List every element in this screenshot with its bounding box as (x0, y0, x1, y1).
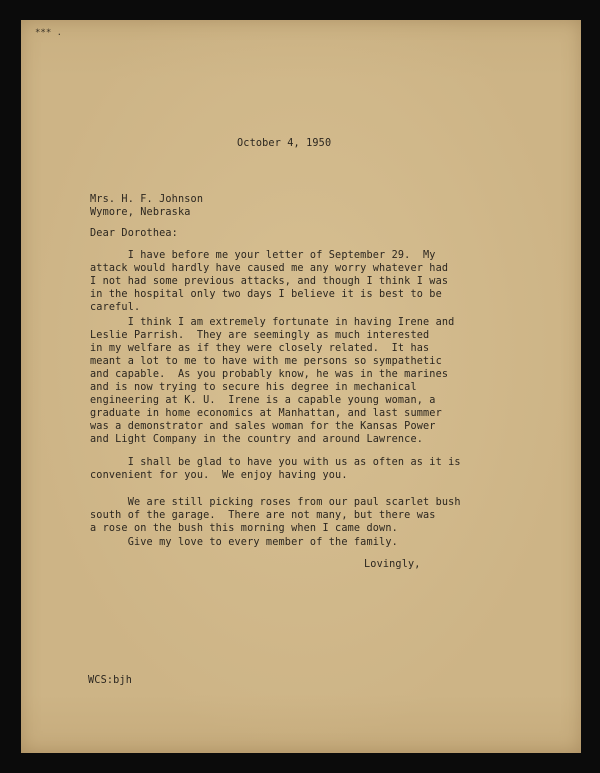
paragraph-2: I think I am extremely fortunate in having Irene and Leslie Parrish. They are seemingly as much interested in my welfare as if they were closely related. It has meant a lot to me to have with me persons so sympathetic and capable. As you probably know, he was in the marines and is now trying to secure his degree in mechanical engineering at K. U. Irene is a capable young woman, a graduate in home economics at Manhattan, and last summer was a demonstrator and sales woman for the Kansas Power and Light Company in the country and around Lawrence. (90, 317, 455, 445)
closing: Lovingly, (364, 559, 421, 570)
paragraph-5: Give my love to every member of the family. (90, 537, 398, 548)
recipient-location: Wymore, Nebraska (90, 207, 191, 218)
paragraph-4: We are still picking roses from our paul scarlet bush south of the garage. There are not many, but there was a rose on the bush this morning when I came down. (90, 497, 461, 534)
recipient-name: Mrs. H. F. Johnson (90, 194, 204, 205)
salutation: Dear Dorothea: (90, 228, 178, 239)
letter-page (21, 20, 581, 753)
letter-date: October 4, 1950 (237, 138, 332, 149)
paragraph-1: I have before me your letter of September 29. My attack would hardly have caused me any worry whatever had I not had some previous attacks, and though I think I was in the hospital only two days I believe it is best to be careful. (90, 250, 449, 313)
typist-initials: WCS:bjh (88, 675, 132, 686)
paragraph-3: I shall be glad to have you with us as often as it is convenient for you. We enjoy having you. (90, 457, 461, 481)
corner-mark: *** . (35, 28, 63, 38)
